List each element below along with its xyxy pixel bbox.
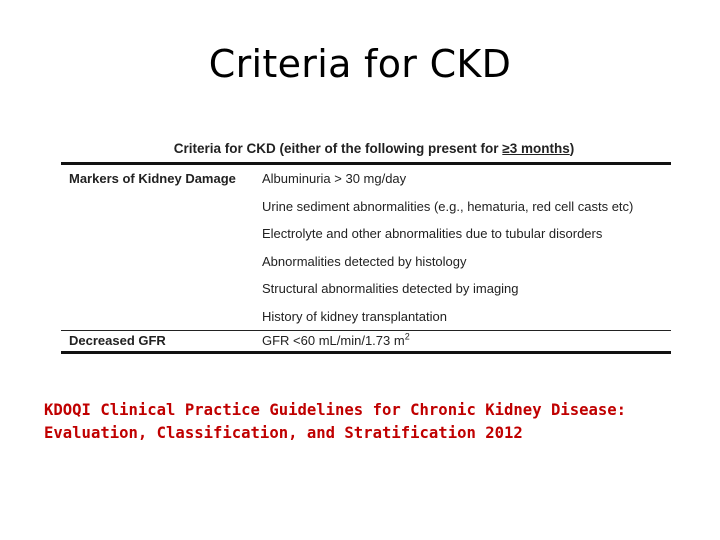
- group-label-kidney-damage: Markers of Kidney Damage: [69, 171, 236, 186]
- table-row-kidney-damage: [61, 165, 671, 330]
- slide-title: Criteria for CKD: [208, 42, 512, 86]
- caption-duration: ≥3 months: [502, 141, 570, 156]
- table-bottom-rule: [61, 351, 671, 354]
- group-label-decreased-gfr: Decreased GFR: [69, 333, 166, 348]
- citation-line-2: Evaluation, Classification, and Stratification 2012: [44, 424, 523, 442]
- criteria-item: Electrolyte and other abnormalities due to tubular disorders: [262, 226, 603, 241]
- citation: [44, 399, 704, 445]
- criteria-item: Albuminuria > 30 mg/day: [262, 171, 407, 186]
- gfr-criterion: [261, 331, 671, 351]
- ckd-criteria-table: [61, 136, 671, 354]
- caption-prefix: Criteria for CKD (either of the following present for: [173, 141, 503, 156]
- table-caption: [61, 136, 671, 162]
- kidney-damage-items: [261, 165, 671, 330]
- criteria-item: Structural abnormalities detected by imaging: [262, 281, 519, 296]
- gfr-criterion-text: GFR <60 mL/min/1.73 m: [262, 333, 405, 348]
- citation-line-1: KDOQI Clinical Practice Guidelines for Chronic Kidney Disease:: [44, 401, 627, 419]
- criteria-item: Urine sediment abnormalities (e.g., hematuria, red cell casts etc): [262, 198, 634, 214]
- table-row-decreased-gfr: [61, 331, 671, 351]
- criteria-item: Abnormalities detected by histology: [262, 253, 467, 269]
- caption-suffix: ): [569, 141, 575, 156]
- criteria-item: History of kidney transplantation: [262, 308, 447, 324]
- gfr-unit-superscript: 2: [404, 331, 410, 342]
